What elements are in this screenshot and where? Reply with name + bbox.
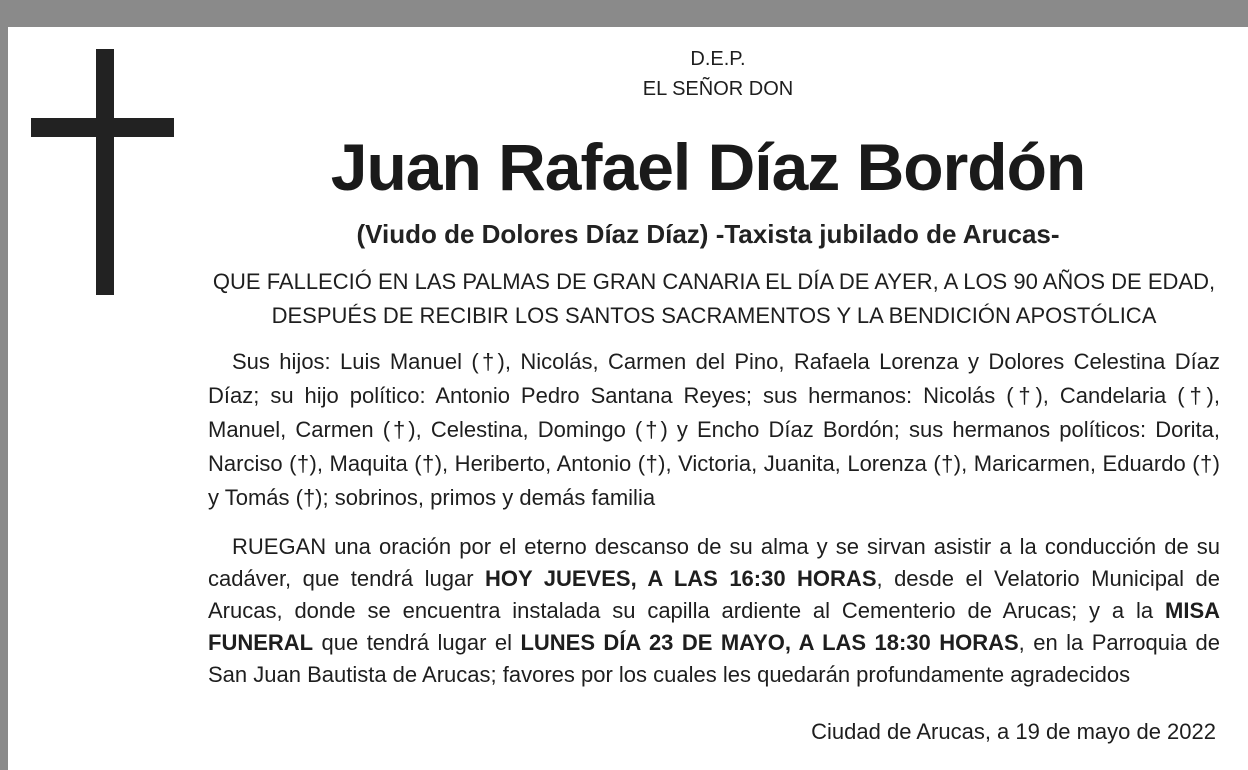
ruegan-mass-label: MISA FUNERAL	[208, 598, 1220, 655]
ruegan-text-4: , en la Parroquia de San Juan Bautista de Arucas; favores por los cuales les quedarán profundamente agradecidos	[208, 630, 1220, 687]
obituary-notice	[8, 27, 1248, 770]
deceased-name: Juan Rafael Díaz Bordón	[330, 130, 1086, 204]
ruegan-time-today: HOY JUEVES, A LAS 16:30 HORAS	[485, 566, 877, 591]
dep-label: D.E.P.	[690, 48, 746, 70]
death-announcement: QUE FALLECIÓ EN LAS PALMAS DE GRAN CANARIA EL DÍA DE AYER, A LOS 90 AÑOS DE EDAD, DESPUÉS DE RECIBIR LOS SANTOS SACRAMENTOS Y LA BENDICIÓN APOSTÓLICA	[212, 269, 1216, 328]
ruegan-text-2: , desde el Velatorio Municipal de Arucas, donde se encuentra instalada su capilla ardiente al Cementerio de Arucas; y a la	[208, 566, 1220, 623]
ruegan-text-1: RUEGAN una oración por el eterno descanso de su alma y se sirvan asistir a la conducción de su cadáver, que tendrá lugar	[208, 534, 1220, 591]
ruegan-text-3: que tendrá lugar el	[313, 630, 521, 655]
funeral-request	[208, 531, 1220, 691]
subtitle: (Viudo de Dolores Díaz Díaz) -Taxista jubilado de Arucas-	[356, 219, 1060, 249]
ruegan-mass-date: LUNES DÍA 23 DE MAYO, A LAS 18:30 HORAS	[520, 630, 1019, 655]
place-date: Ciudad de Arucas, a 19 de mayo de 2022	[811, 719, 1216, 744]
title-line: EL SEÑOR DON	[642, 78, 794, 100]
family-list: Sus hijos: Luis Manuel (†), Nicolás, Carmen del Pino, Rafaela Lorenza y Dolores Celestina Díaz Díaz; su hijo político: Antonio Pedro Santana Reyes; sus hermanos: Nicolás (†), Candelaria (†), Manuel, Carmen (†), Celestina, Domingo (†) y Encho Díaz Bordón; sus hermanos políticos: Dorita, Narciso (†), Maquita (†), Heriberto, Antonio (†), Victoria, Juanita, Lorenza (†), Maricarmen, Eduardo (†) y Tomás (†); sobrinos, primos y demás familia	[208, 349, 1220, 510]
